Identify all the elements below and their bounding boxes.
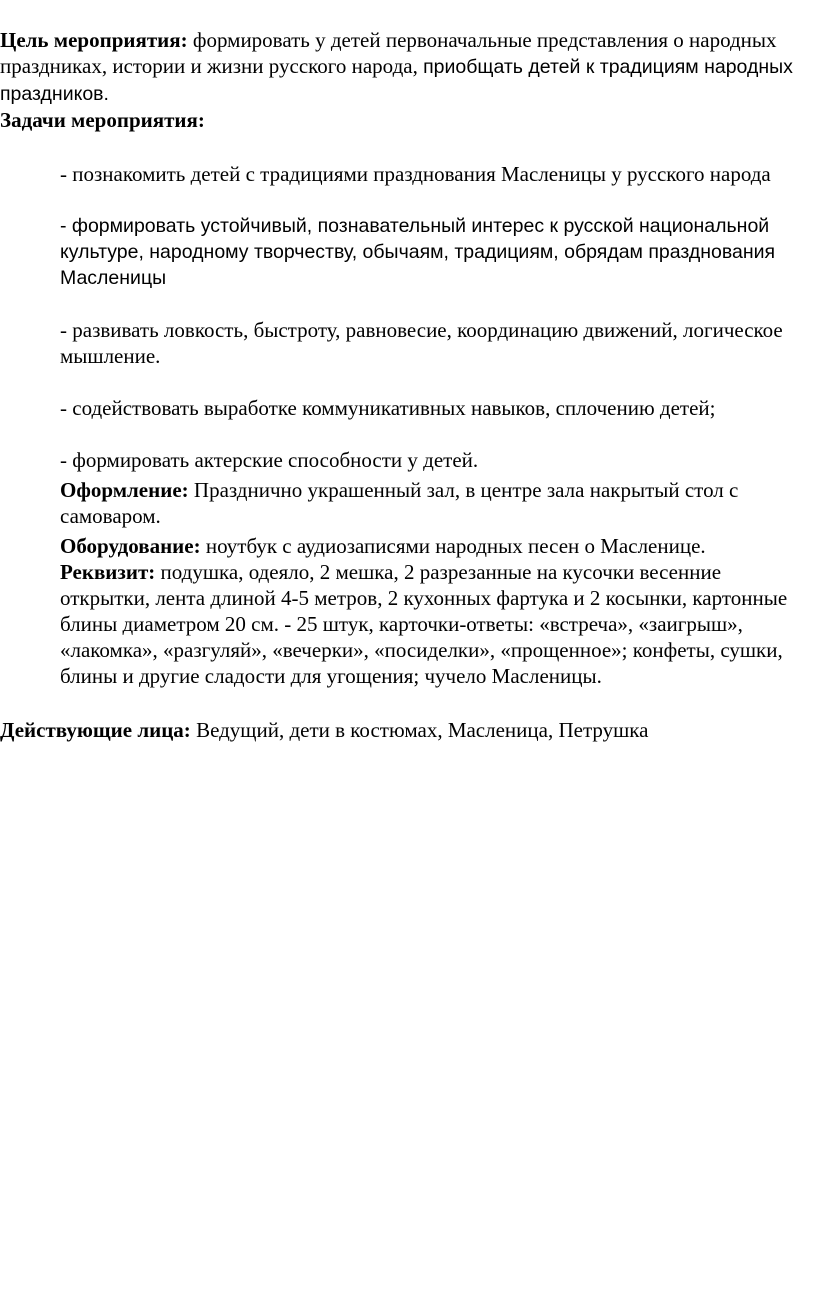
- decoration-label: Оформление:: [60, 478, 189, 502]
- goal-label: Цель мероприятия:: [0, 28, 188, 52]
- decoration-text: Празднично украшенный зал, в центре зала накрытый стол с самоваром.: [60, 478, 739, 528]
- goal-paragraph: [0, 27, 800, 107]
- equipment-paragraph: [60, 533, 800, 689]
- equipment-label: Оборудование:: [60, 534, 201, 558]
- equipment-text: ноутбук с аудиозаписями народных песен о Масленице.: [200, 534, 706, 558]
- characters-text: Ведущий, дети в костюмах, Масленица, Петрушка: [190, 718, 649, 742]
- props-label: Реквизит:: [60, 560, 156, 584]
- tasks-heading: Задачи мероприятия:: [0, 108, 205, 132]
- goal-text-continued: приобщать детей к традициям народных праздников.: [0, 56, 793, 105]
- decoration-paragraph: [60, 477, 800, 529]
- document-page: [0, 27, 800, 743]
- task-item-5: - формировать актерские способности у детей.: [60, 448, 479, 472]
- characters-label: Действующие лица:: [0, 718, 191, 742]
- characters-paragraph: [0, 717, 800, 743]
- goal-text: формировать у детей первоначальные представления о народных праздниках, истории и жизни русского народа,: [0, 28, 777, 78]
- task-item-1: - познакомить детей с традициями празднования Масленицы у русского народа: [60, 162, 771, 186]
- task-item-2: - формировать устойчивый, познавательный интерес к русской национальной культуре, народному творчеству, обычаям, традициям, обрядам празднования Масленицы: [60, 215, 776, 289]
- tasks-list: [60, 161, 800, 689]
- task-item-3: - развивать ловкость, быстроту, равновесие, координацию движений, логическое мышление.: [60, 318, 783, 368]
- task-item-4: - содействовать выработке коммуникативных навыков, сплочению детей;: [60, 396, 716, 420]
- props-text: подушка, одеяло, 2 мешка, 2 разрезанные на кусочки весенние открытки, лента длиной 4-5 метров, 2 кухонных фартука и 2 косынки, картонные блины диаметром 20 см. - 25 штук, карточки-ответы: «встреча», «заигрыш», «лакомка», «разгуляй», «вечерки», «посиделки», «прощенное»; конфеты, сушки, блины и другие сладости для угощения; чучело Масленицы.: [60, 560, 788, 688]
